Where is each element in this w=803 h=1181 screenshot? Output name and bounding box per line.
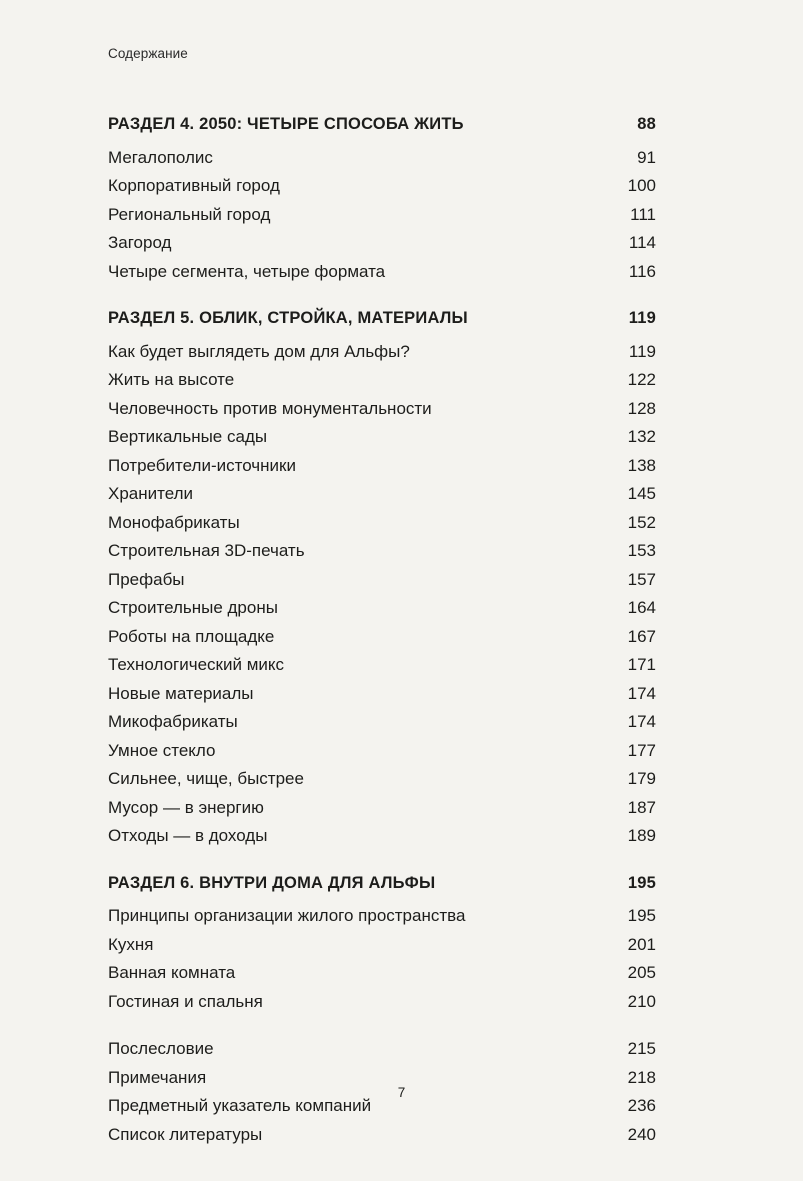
toc-entry-label: Строительная 3D-печать <box>108 541 305 560</box>
running-head: Содержание <box>108 46 188 61</box>
toc-entry-label: Корпоративный город <box>108 176 280 195</box>
toc-entry-page-number: 201 <box>627 934 656 954</box>
toc-entry-label: Четыре сегмента, четыре формата <box>108 261 386 281</box>
toc-entry-page-number: 153 <box>627 541 656 560</box>
toc-entry-label: Монофабрикаты <box>108 512 240 532</box>
toc-entry-label: Послесловие <box>108 1039 214 1058</box>
toc-entry-page-number: 119 <box>628 309 656 327</box>
toc-entry-page-number: 122 <box>627 370 656 389</box>
toc-entry-page-number: 177 <box>627 740 656 760</box>
toc-entry-page-number: 100 <box>627 176 656 195</box>
toc-entry-row[interactable] <box>108 624 656 650</box>
toc-entry-label: Ванная комната <box>108 963 236 982</box>
toc-entry-row[interactable] <box>108 339 656 365</box>
toc-entry-row[interactable] <box>108 259 656 285</box>
toc-entry-page-number: 210 <box>627 991 656 1011</box>
toc-group <box>108 871 656 1015</box>
toc-entry-page-number: 91 <box>637 147 656 167</box>
toc-entry-row[interactable] <box>108 709 656 735</box>
toc-entry-label: Технологический микс <box>108 655 285 674</box>
toc-entry-page-number: 138 <box>627 455 656 475</box>
toc-entry-label: Сильнее, чище, быстрее <box>108 769 304 788</box>
toc-entry-label: Список литературы <box>108 1124 263 1144</box>
toc-entry-page-number: 145 <box>627 484 656 503</box>
toc-entry-page-number: 236 <box>627 1096 656 1115</box>
toc-entry-label: Как будет выглядеть дом для Альфы? <box>108 341 410 361</box>
toc-entry-row[interactable] <box>108 652 656 678</box>
toc-section-row[interactable] <box>108 306 656 332</box>
toc-entry-label: Гостиная и спальня <box>108 991 263 1011</box>
toc-entry-page-number: 218 <box>627 1067 656 1087</box>
toc-entry-page-number: 195 <box>627 906 656 925</box>
toc-entry-row[interactable] <box>108 738 656 764</box>
toc-entry-page-number: 174 <box>627 712 656 731</box>
toc-entry-page-number: 114 <box>628 233 656 252</box>
toc-entry-page-number: 174 <box>627 683 656 703</box>
toc-entry-row[interactable] <box>108 795 656 821</box>
toc-entry-label: РАЗДЕЛ 4. 2050: ЧЕТЫРЕ СПОСОБА ЖИТЬ <box>108 115 464 133</box>
toc-entry-row[interactable] <box>108 230 656 256</box>
toc-entry-label: Предметный указатель компаний <box>108 1096 372 1115</box>
toc-entry-row[interactable] <box>108 989 656 1015</box>
toc-entry-page-number: 157 <box>627 569 656 589</box>
toc-entry-page-number: 132 <box>627 427 656 446</box>
toc-entry-row[interactable] <box>108 681 656 707</box>
toc-entry-label: Загород <box>108 233 172 252</box>
toc-entry-label: Вертикальные сады <box>108 427 268 446</box>
toc-entry-label: Региональный город <box>108 204 271 224</box>
toc-entry-page-number: 119 <box>628 341 656 361</box>
toc-entry-page-number: 167 <box>627 626 656 646</box>
table-of-contents <box>108 112 656 1150</box>
toc-entry-row[interactable] <box>108 453 656 479</box>
toc-entry-row[interactable] <box>108 145 656 171</box>
toc-entry-page-number: 128 <box>627 398 656 418</box>
toc-entry-page-number: 205 <box>627 963 656 982</box>
toc-entry-label: Мусор — в энергию <box>108 797 264 817</box>
toc-entry-page-number: 116 <box>628 261 656 281</box>
toc-entry-label: Примечания <box>108 1067 207 1087</box>
toc-entry-label: Человечность против монументальности <box>108 398 432 418</box>
toc-entry-label: Роботы на площадке <box>108 626 275 646</box>
toc-entry-label: Жить на высоте <box>108 370 235 389</box>
page-number-folio: 7 <box>397 1085 406 1100</box>
toc-group <box>108 306 656 849</box>
toc-entry-row[interactable] <box>108 823 656 849</box>
toc-entry-row[interactable] <box>108 510 656 536</box>
toc-entry-label: Мегалополис <box>108 147 213 167</box>
toc-entry-row[interactable] <box>108 595 656 621</box>
toc-entry-row[interactable] <box>108 766 656 792</box>
toc-entry-row[interactable] <box>108 538 656 564</box>
toc-entry-label: Новые материалы <box>108 683 254 703</box>
toc-entry-page-number: 171 <box>627 655 656 674</box>
toc-entry-row[interactable] <box>108 960 656 986</box>
toc-entry-label: Отходы — в доходы <box>108 826 268 845</box>
toc-entry-row[interactable] <box>108 396 656 422</box>
toc-entry-label: Префабы <box>108 569 185 589</box>
toc-entry-page-number: 179 <box>627 769 656 788</box>
toc-entry-row[interactable] <box>108 202 656 228</box>
toc-entry-row[interactable] <box>108 481 656 507</box>
toc-entry-page-number: 164 <box>627 598 656 617</box>
toc-section-row[interactable] <box>108 871 656 897</box>
toc-entry-page-number: 88 <box>637 115 656 133</box>
toc-entry-row[interactable] <box>108 173 656 199</box>
toc-entry-label: Принципы организации жилого пространства <box>108 906 466 925</box>
toc-entry-row[interactable] <box>108 367 656 393</box>
toc-entry-label: РАЗДЕЛ 5. ОБЛИК, СТРОЙКА, МАТЕРИАЛЫ <box>108 309 468 327</box>
toc-entry-row[interactable] <box>108 567 656 593</box>
toc-entry-row[interactable] <box>108 932 656 958</box>
toc-entry-page-number: 152 <box>627 512 656 532</box>
toc-entry-label: Потребители-источники <box>108 455 296 475</box>
toc-entry-page-number: 187 <box>627 797 656 817</box>
toc-group <box>108 112 656 284</box>
toc-entry-page-number: 195 <box>627 873 656 892</box>
toc-entry-row[interactable] <box>108 1036 656 1062</box>
toc-entry-label: Умное стекло <box>108 740 216 760</box>
toc-entry-row[interactable] <box>108 903 656 929</box>
toc-section-row[interactable] <box>108 112 656 138</box>
toc-entry-label: Кухня <box>108 934 154 954</box>
toc-entry-page-number: 215 <box>627 1039 656 1058</box>
toc-entry-label: Микофабрикаты <box>108 712 238 731</box>
toc-entry-row[interactable] <box>108 424 656 450</box>
toc-entry-row[interactable] <box>108 1122 656 1148</box>
toc-entry-page-number: 240 <box>627 1124 656 1144</box>
toc-entry-label: Хранители <box>108 484 194 503</box>
toc-entry-page-number: 189 <box>627 826 656 845</box>
toc-entry-page-number: 111 <box>630 204 656 224</box>
toc-entry-label: РАЗДЕЛ 6. ВНУТРИ ДОМА ДЛЯ АЛЬФЫ <box>108 873 436 892</box>
toc-entry-label: Строительные дроны <box>108 598 278 617</box>
